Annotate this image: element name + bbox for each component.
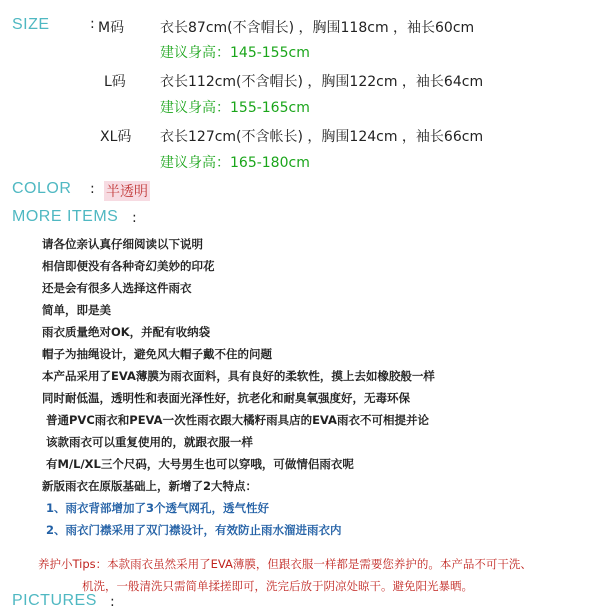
pictures-section-title: PICTURES xyxy=(12,592,97,609)
size-colon: : xyxy=(90,16,95,32)
note-line: 新版雨衣在原版基础上，新增了2大特点： xyxy=(42,479,257,493)
color-value: 半透明 xyxy=(104,181,150,201)
note-line: 还是会有很多人选择这件雨衣 xyxy=(42,281,192,295)
note-line: 本产品采用了EVA薄膜为雨衣面料，具有良好的柔软性，摸上去如橡胶般一样 xyxy=(42,369,435,383)
size-height-l: 建议身高：155-165cm xyxy=(160,100,310,116)
note-line: 有M/L/XL三个尺码，大号男生也可以穿哦，可做情侣雨衣呢 xyxy=(46,457,354,471)
size-label-m: M码 xyxy=(98,20,125,36)
color-colon: : xyxy=(90,181,95,197)
pictures-colon: : xyxy=(110,594,115,610)
note-line: 简单，即是美 xyxy=(42,303,111,317)
color-section-title: COLOR xyxy=(12,180,72,197)
more-items-colon: : xyxy=(132,210,137,226)
care-tips-line: 机洗，一般清洗只需简单揉搓即可，洗完后放于阴凉处晾干。避免阳光暴晒。 xyxy=(82,579,473,593)
size-height-xl: 建议身高：165-180cm xyxy=(160,155,310,171)
note-line: 该款雨衣可以重复使用的，就跟衣服一样 xyxy=(46,435,253,449)
size-label-l: L码 xyxy=(104,74,126,90)
care-tips-line: 养护小Tips：本款雨衣虽然采用了EVA薄膜，但跟衣服一样都是需要您养护的。本产品不可干洗、 xyxy=(38,557,532,571)
note-line: 同时耐低温，透明性和表面光泽性好，抗老化和耐臭氧强度好，无毒环保 xyxy=(42,391,410,405)
size-spec-m: 衣长87cm(不含帽长) ，胸围118cm ，袖长60cm xyxy=(160,20,475,36)
more-items-section-title: MORE ITEMS xyxy=(12,208,119,225)
feature-line: 1、雨衣背部增加了3个透气网孔，透气性好 xyxy=(46,501,270,515)
feature-line: 2、雨衣门襟采用了双门襟设计，有效防止雨水溜进雨衣内 xyxy=(46,523,342,537)
size-label-xl: XL码 xyxy=(100,129,132,145)
size-height-m: 建议身高：145-155cm xyxy=(160,45,310,61)
note-line: 相信即便没有各种奇幻美妙的印花 xyxy=(42,259,215,273)
size-spec-xl: 衣长127cm(不含帐长) ，胸围124cm ，袖长66cm xyxy=(160,129,484,145)
size-section-title: SIZE xyxy=(12,16,50,33)
note-line: 请各位亲认真仔细阅读以下说明 xyxy=(42,237,203,251)
size-spec-l: 衣长112cm(不含帽长) ，胸围122cm ，袖长64cm xyxy=(160,74,484,90)
note-line: 雨衣质量绝对OK，并配有收纳袋 xyxy=(42,325,211,339)
note-line: 普通PVC雨衣和PEVA一次性雨衣跟大橘籽雨具店的EVA雨衣不可相提并论 xyxy=(46,413,429,427)
note-line: 帽子为抽绳设计，避免风大帽子戴不住的问题 xyxy=(42,347,272,361)
